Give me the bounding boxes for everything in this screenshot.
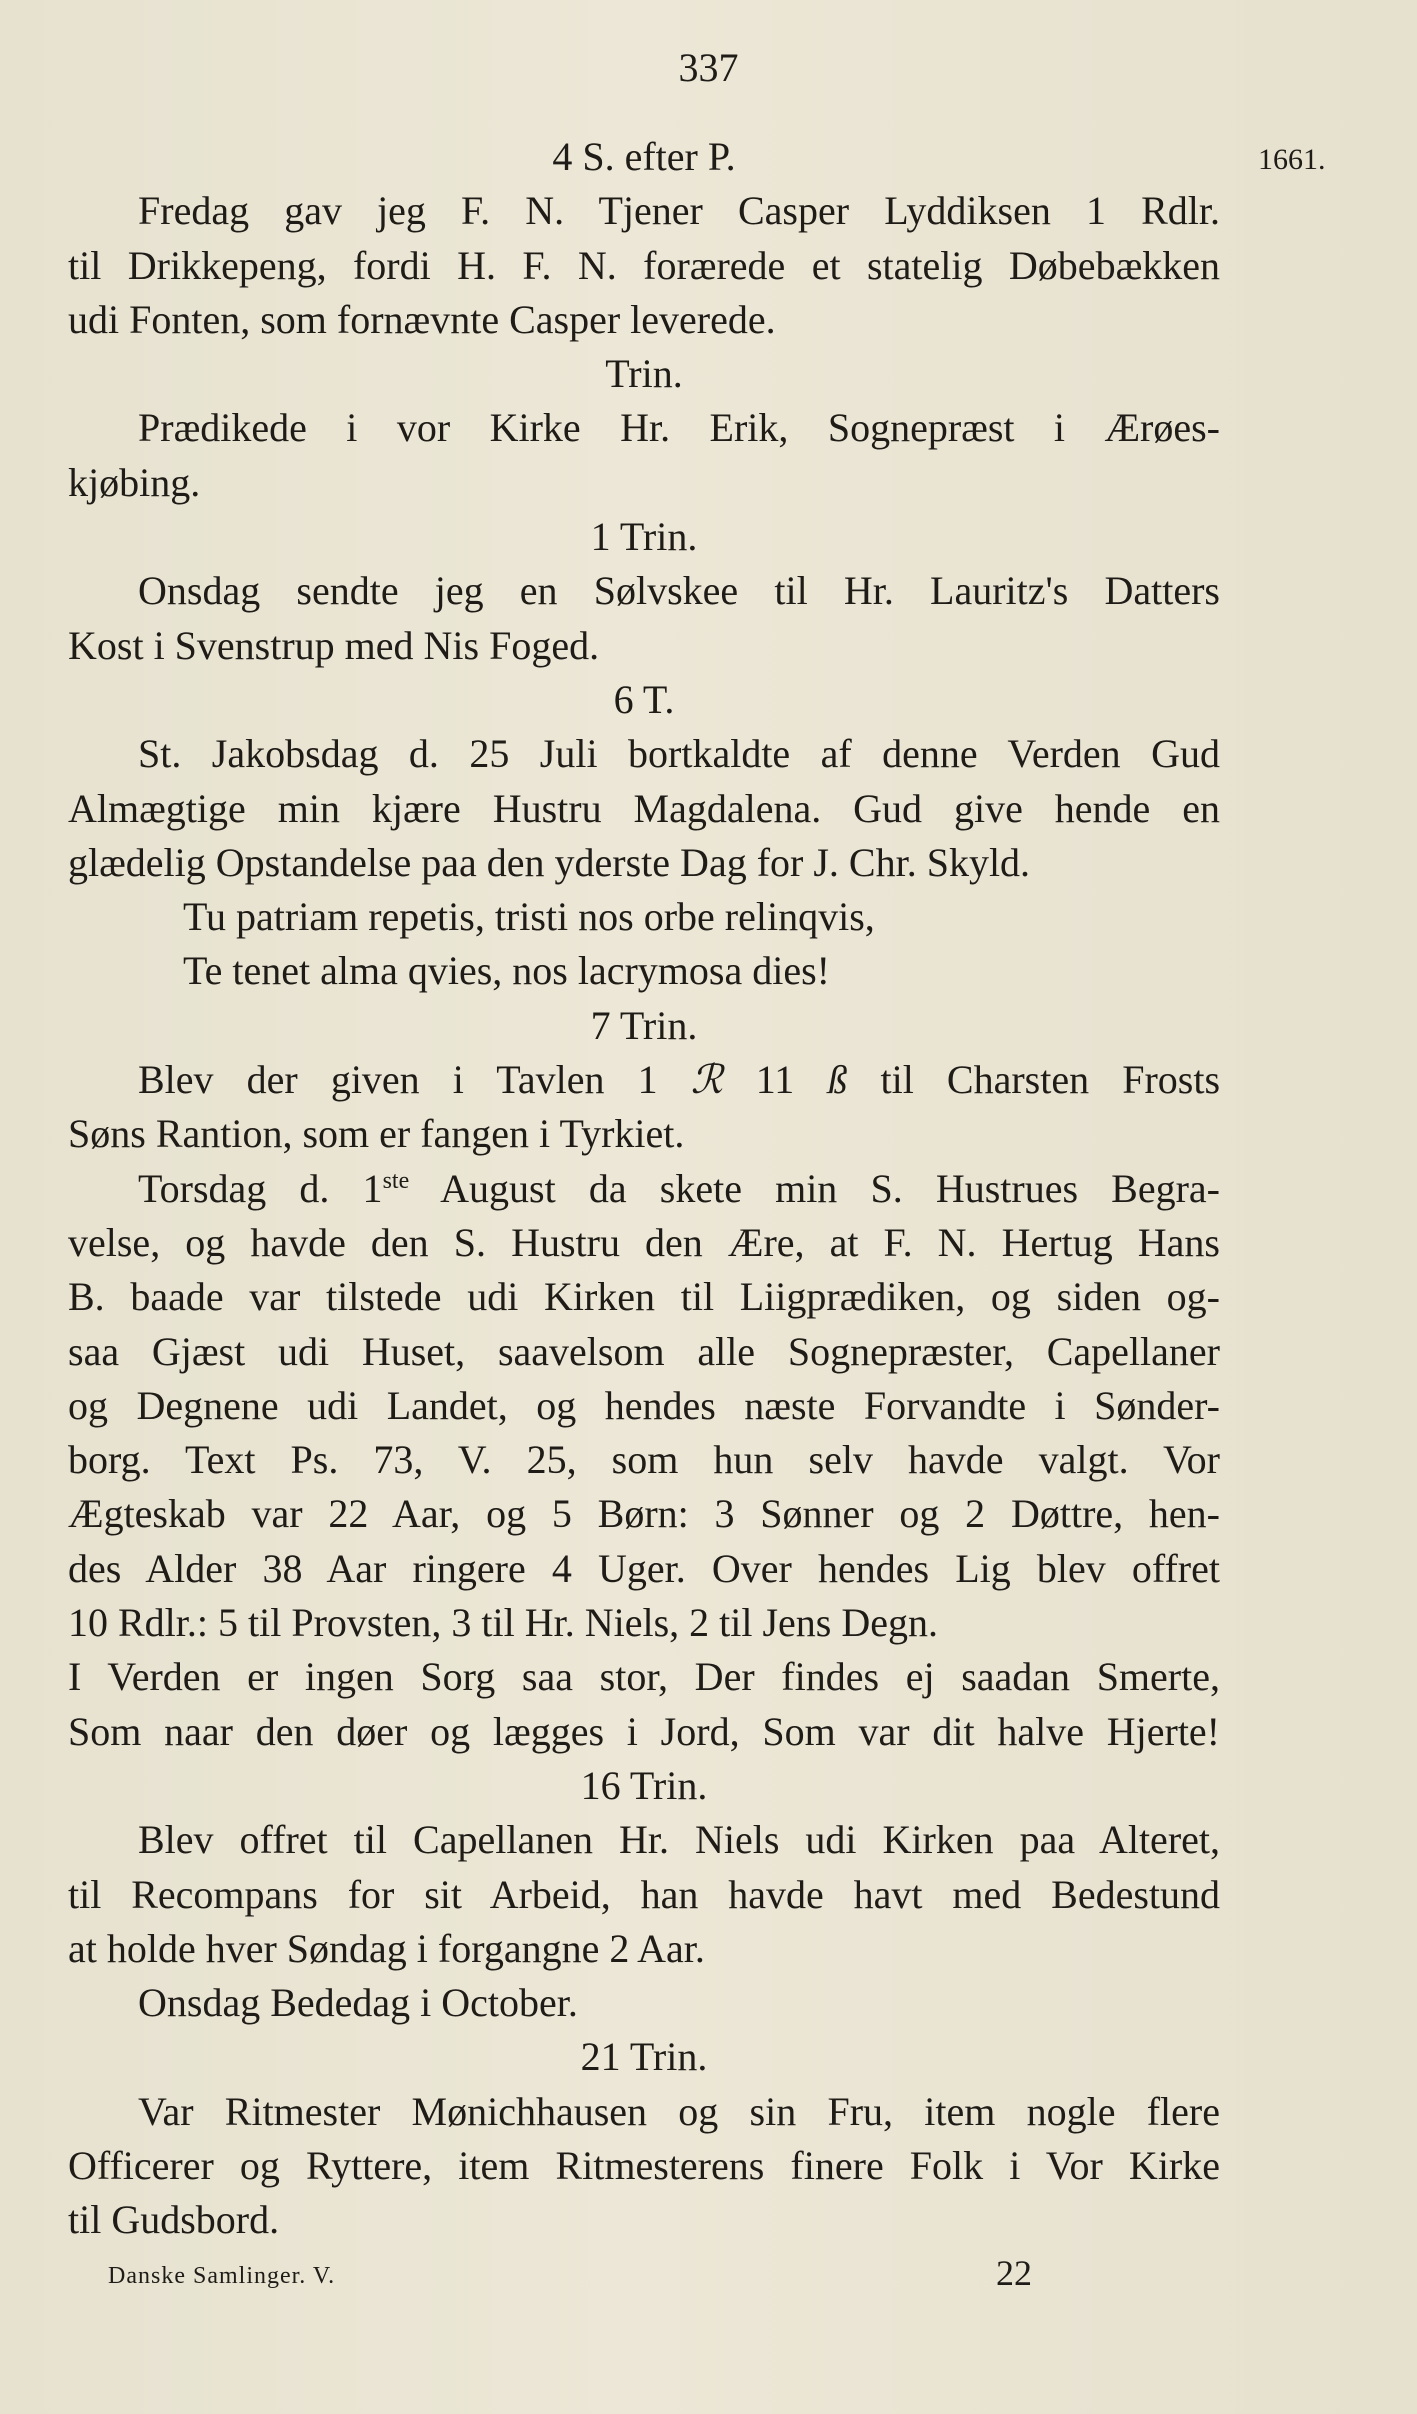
- text-line: Onsdag sendte jeg en Sølvskee til Hr. Lauritz's Datters: [138, 568, 1220, 614]
- section-heading: 21 Trin.: [580, 2034, 708, 2080]
- text-line: til Gudsbord.: [68, 2197, 280, 2243]
- section-heading: 16 Trin.: [580, 1762, 708, 1808]
- text-line: Prædikede i vor Kirke Hr. Erik, Sognepræst i Ærøes-: [138, 405, 1220, 451]
- footer-signature: 22: [996, 2253, 1032, 2293]
- text-line: kjøbing.: [68, 459, 201, 505]
- text-line: Blev offret til Capellanen Hr. Niels udi Kirken paa Alteret,: [138, 1817, 1220, 1863]
- text-line: B. baade var tilstede udi Kirken til Liigprædiken, og siden og-: [68, 1274, 1220, 1320]
- section-heading: 4 S. efter P.: [552, 134, 736, 179]
- section-heading: 7 Trin.: [590, 1002, 698, 1048]
- page-number: 337: [678, 45, 739, 90]
- text-segment: til Charsten Frosts: [847, 1057, 1221, 1103]
- text-segment: August da skete min S. Hustrues Begra-: [409, 1165, 1221, 1211]
- text-line: saa Gjæst udi Huset, saavelsom alle Sognepræster, Capellaner: [68, 1328, 1220, 1374]
- text-line: Fredag gav jeg F. N. Tjener Casper Lyddiksen 1 Rdlr.: [138, 188, 1220, 234]
- text-line: borg. Text Ps. 73, V. 25, som hun selv havde valgt. Vor: [68, 1437, 1220, 1483]
- text-line: og Degnene udi Landet, og hendes næste Forvandte i Sønder-: [68, 1382, 1220, 1428]
- text-line: velse, og havde den S. Hustru den Ære, at F. N. Hertug Hans: [68, 1219, 1220, 1265]
- text-segment: Blev der given i Tavlen 1: [138, 1057, 691, 1103]
- verse-line: Te tenet alma qvies, nos lacrymosa dies!: [183, 948, 830, 994]
- section-heading: 6 T.: [613, 676, 675, 722]
- margin-year: 1661.: [1258, 143, 1326, 176]
- section-heading: 1 Trin.: [590, 514, 698, 560]
- footer-source: Danske Samlinger. V.: [108, 2263, 336, 2289]
- text-line: Officerer og Ryttere, item Ritmesterens finere Folk i Vor Kirke: [68, 2142, 1220, 2188]
- text-line: [68, 1053, 1220, 1107]
- text-line: des Alder 38 Aar ringere 4 Uger. Over hendes Lig blev offret: [68, 1545, 1220, 1591]
- section-heading: Trin.: [605, 351, 683, 397]
- verse-line: Som naar den døer og lægges i Jord, Som var dit halve Hjerte!: [68, 1708, 1220, 1754]
- text-line: Kost i Svenstrup med Nis Foged.: [68, 622, 600, 668]
- text-line: udi Fonten, som fornævnte Casper leverede.: [68, 296, 776, 342]
- skilling-symbol: ß: [827, 1057, 848, 1103]
- text-line: [68, 1162, 1220, 1216]
- text-line: glædelig Opstandelse paa den yderste Dag for J. Chr. Skyld.: [68, 839, 1031, 885]
- rigsdaler-symbol: ℛ: [690, 1057, 723, 1103]
- text-line: Søns Rantion, som er fangen i Tyrkiet.: [68, 1111, 685, 1157]
- text-line: Almægtige min kjære Hustru Magdalena. Gud give hende en: [68, 785, 1220, 831]
- text-line: at holde hver Søndag i forgangne 2 Aar.: [68, 1925, 705, 1971]
- text-line: 10 Rdlr.: 5 til Provsten, 3 til Hr. Niels, 2 til Jens Degn.: [68, 1600, 938, 1646]
- text-segment: 11: [722, 1057, 828, 1103]
- text-line: til Drikkepeng, fordi H. F. N. forærede et statelig Døbebækken: [68, 242, 1220, 288]
- text-line: Ægteskab var 22 Aar, og 5 Børn: 3 Sønner og 2 Døttre, hen-: [68, 1491, 1220, 1537]
- verse-line: I Verden er ingen Sorg saa stor, Der findes ej saadan Smerte,: [68, 1654, 1220, 1700]
- body-text: [68, 130, 1220, 2248]
- text-line: St. Jakobsdag d. 25 Juli bortkaldte af denne Verden Gud: [138, 731, 1220, 777]
- ordinal-superscript: ste: [382, 1167, 410, 1194]
- text-line: til Recompans for sit Arbeid, han havde havt med Bedestund: [68, 1871, 1220, 1917]
- text-line: Var Ritmester Mønichhausen og sin Fru, item nogle flere: [138, 2088, 1220, 2134]
- verse-line: Tu patriam repetis, tristi nos orbe relinqvis,: [183, 894, 875, 940]
- text-line: Onsdag Bededag i October.: [138, 1980, 578, 2026]
- text-segment: Torsdag d. 1: [138, 1165, 383, 1211]
